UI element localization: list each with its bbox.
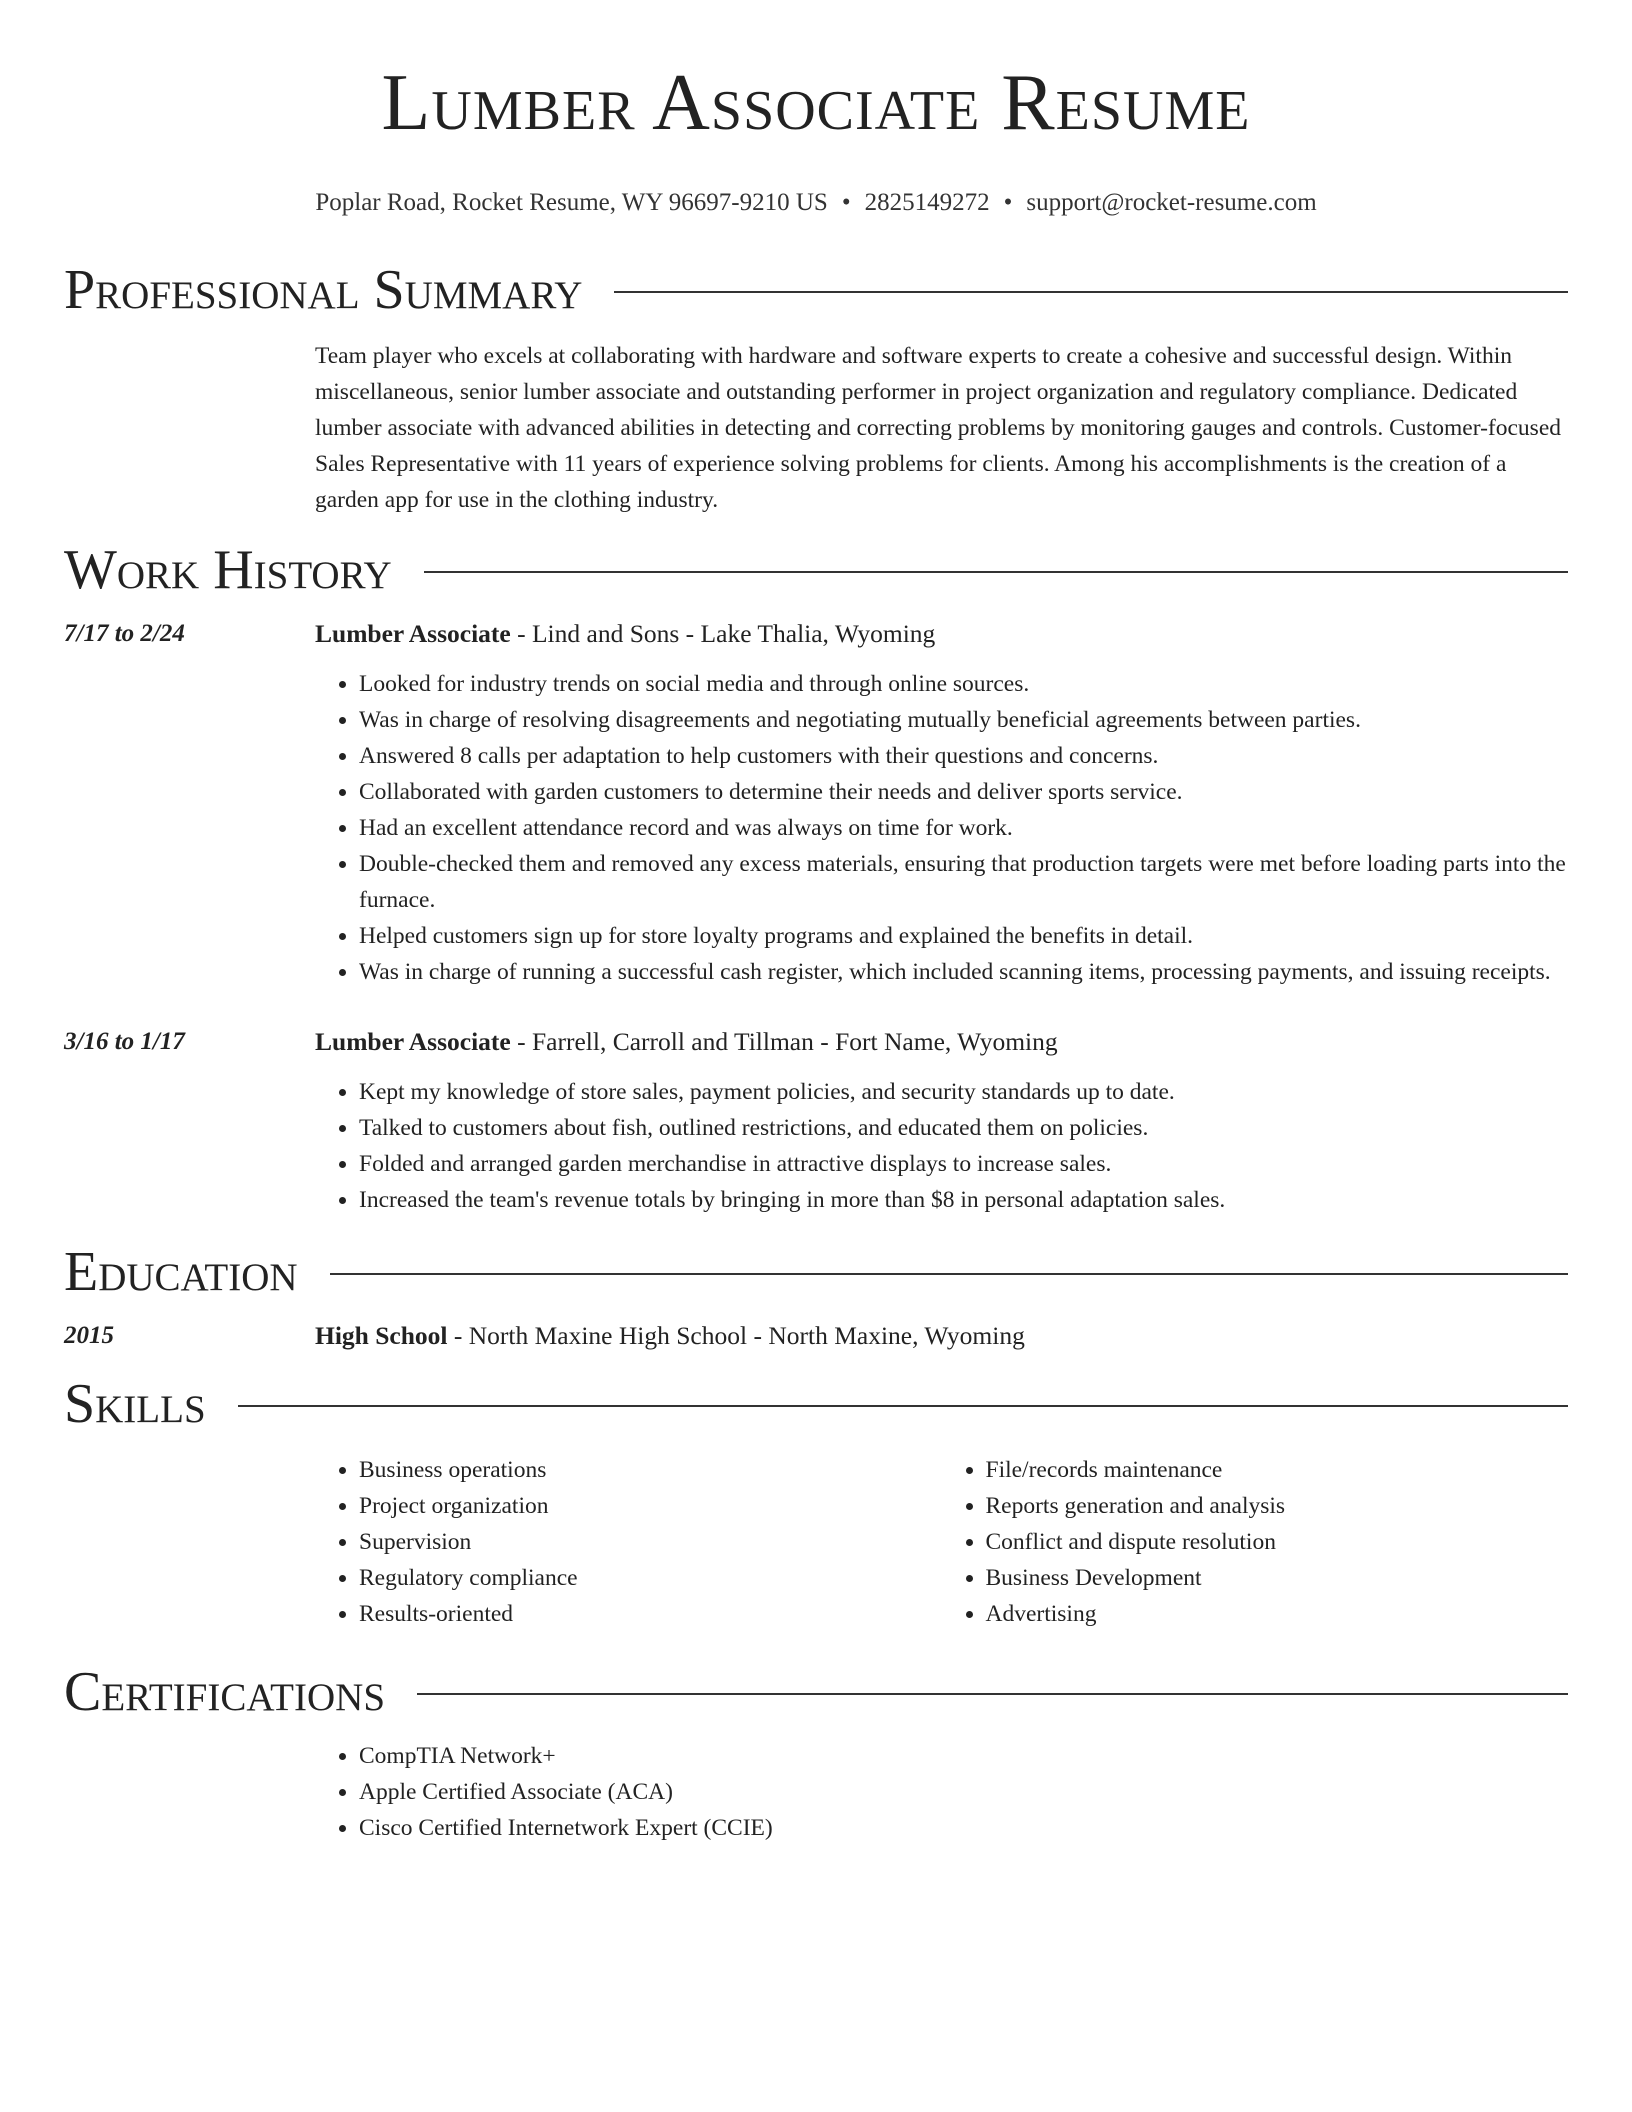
section-divider <box>330 1273 1568 1275</box>
summary-section-header <box>64 258 1568 322</box>
section-divider <box>417 1693 1568 1695</box>
work-section-header <box>64 538 1568 602</box>
list-item: • Folded and arranged garden merchandise in attractive displays to increase sales. <box>359 1146 1568 1182</box>
education-year: 2015 <box>64 1322 114 1349</box>
list-item: • Regulatory compliance <box>359 1560 942 1596</box>
contact-line <box>64 188 1568 218</box>
job-heading <box>315 616 1568 652</box>
contact-address: Poplar Road, Rocket Resume, WY 96697-9210 US <box>315 189 828 216</box>
summary-text: Team player who excels at collaborating with hardware and software experts to create a cohesive and successful design. Within miscellaneous, senior lumber associate and outstanding performer in project organization and regulatory compliance. Dedicated lumber associate with advanced abilities in detecting and correcting problems by monitoring gauges and controls. Customer-focused Sales Representative with 11 years of experience solving problems for clients. Among his accomplishments is the creation of a garden app for use in the clothing industry. <box>315 343 1561 513</box>
job-employer: - Lind and Sons - Lake Thalia, Wyoming <box>510 619 936 648</box>
skills-grid <box>315 1436 1568 1632</box>
list-item: • Apple Certified Associate (ACA) <box>359 1774 1568 1810</box>
job-dates: 3/16 to 1/17 <box>64 1028 185 1055</box>
job-title: Lumber Associate <box>315 1027 511 1056</box>
education-heading-line <box>315 1318 1568 1354</box>
list-item: • Conflict and dispute resolution <box>986 1524 1569 1560</box>
education-section-header <box>64 1240 1568 1304</box>
list-item: • Was in charge of running a successful cash register, which included scanning items, processing payments, and issuing receipts. <box>359 954 1568 990</box>
contact-email: support@rocket-resume.com <box>1026 189 1317 216</box>
education-school: - North Maxine High School - North Maxine, Wyoming <box>447 1321 1025 1350</box>
job-entry <box>64 1024 1568 1218</box>
job-bullets <box>315 666 1568 990</box>
list-item: • Talked to customers about fish, outlined restrictions, and educated them on policies. <box>359 1110 1568 1146</box>
list-item: • Was in charge of resolving disagreements and negotiating mutually beneficial agreements between parties. <box>359 702 1568 738</box>
job-dates: 7/17 to 2/24 <box>64 620 185 647</box>
certifications-list <box>315 1738 1568 1846</box>
contact-phone: 2825149272 <box>864 189 990 216</box>
list-item: • Double-checked them and removed any excess materials, ensuring that production targets were met before loading parts into the furnace. <box>359 846 1568 918</box>
list-item: • Increased the team's revenue totals by bringing in more than $8 in personal adaptation sales. <box>359 1182 1568 1218</box>
list-item: • Looked for industry trends on social media and through online sources. <box>359 666 1568 702</box>
skills-list-left <box>315 1452 942 1632</box>
list-item: • CompTIA Network+ <box>359 1738 1568 1774</box>
resume-page <box>64 0 1568 1846</box>
contact-separator: • <box>841 189 851 216</box>
skills-section-header <box>64 1372 1568 1436</box>
section-divider <box>424 571 1568 573</box>
resume-title: Lumber Associate Resume <box>381 59 1251 147</box>
job-title: Lumber Associate <box>315 619 511 648</box>
work-heading: Work History <box>64 539 392 601</box>
job-heading <box>315 1024 1568 1060</box>
section-divider <box>614 291 1568 293</box>
certifications-section-header <box>64 1660 1568 1724</box>
list-item: • Business operations <box>359 1452 942 1488</box>
summary-heading: Professional Summary <box>64 259 583 321</box>
job-entry <box>64 616 1568 990</box>
job-employer: - Farrell, Carroll and Tillman - Fort Name, Wyoming <box>510 1027 1058 1056</box>
list-item: • Reports generation and analysis <box>986 1488 1569 1524</box>
job-body <box>315 1024 1568 1218</box>
skills-heading: Skills <box>64 1373 206 1435</box>
education-entry <box>64 1318 1568 1354</box>
contact-separator: • <box>1003 189 1013 216</box>
job-body <box>315 616 1568 990</box>
list-item: • Supervision <box>359 1524 942 1560</box>
list-item: • Results-oriented <box>359 1596 942 1632</box>
list-item: • Kept my knowledge of store sales, payment policies, and security standards up to date. <box>359 1074 1568 1110</box>
list-item: • Had an excellent attendance record and was always on time for work. <box>359 810 1568 846</box>
job-bullets <box>315 1074 1568 1218</box>
section-divider <box>238 1405 1568 1407</box>
education-degree: High School <box>315 1321 448 1350</box>
education-body <box>315 1318 1568 1354</box>
list-item: • Answered 8 calls per adaptation to help customers with their questions and concerns. <box>359 738 1568 774</box>
skills-list-right <box>942 1452 1569 1632</box>
education-heading: Education <box>64 1241 298 1303</box>
list-item: • Business Development <box>986 1560 1569 1596</box>
list-item: • Cisco Certified Internetwork Expert (CCIE) <box>359 1810 1568 1846</box>
list-item: • Advertising <box>986 1596 1569 1632</box>
list-item: • Helped customers sign up for store loyalty programs and explained the benefits in detail. <box>359 918 1568 954</box>
list-item: • Collaborated with garden customers to determine their needs and deliver sports service. <box>359 774 1568 810</box>
certifications-body <box>315 1738 1568 1846</box>
list-item: • File/records maintenance <box>986 1452 1569 1488</box>
certifications-heading: Certifications <box>64 1661 386 1723</box>
list-item: • Project organization <box>359 1488 942 1524</box>
